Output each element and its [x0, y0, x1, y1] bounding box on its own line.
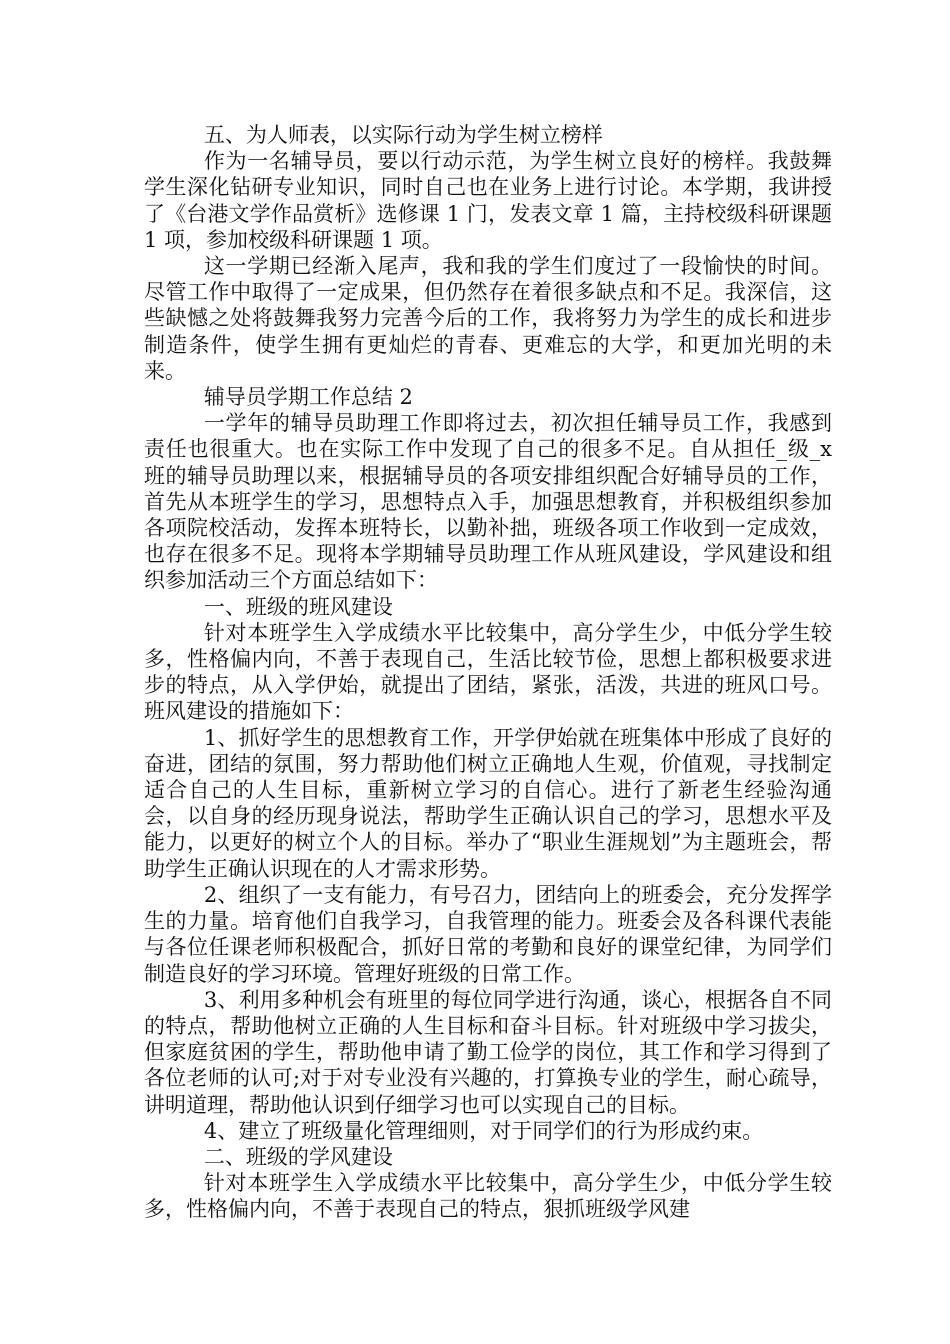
paragraph-class-style: 针对本班学生入学成绩水平比较集中，高分学生少，中低分学生较多，性格偏内向，不善于表现自己，生活比较节俭，思想上都积极要求进步的特点，从入学伊始，就提出了团结，紧张，活泼，共进的班风口号。班风建设的措施如下： [144, 620, 832, 724]
paragraph-semester-end: 这一学期已经渐入尾声，我和我的学生们度过了一段愉快的时间。尽管工作中取得了一定成果，但仍然存在着很多缺点和不足。我深信，这些缺憾之处将鼓舞我努力完善今后的工作，我将努力为学生的成长和进步制造条件，使学生拥有更灿烂的青春、更难忘的大学，和更加光明的未来。 [144, 254, 832, 383]
section-heading-study-style: 二、班级的学风建设 [203, 1144, 393, 1169]
section-heading-5: 五、为人师表，以实际行动为学生树立榜样 [203, 123, 603, 147]
paragraph-item-3: 3、利用多种机会有班里的每位同学进行沟通，谈心，根据各自不同的特点，帮助他树立正确的人生目标和奋斗目标。针对班级中学习拔尖，但家庭贫困的学生，帮助他申请了勤工俭学的岗位，其工作和学习得到了各位老师的认可;对于对专业没有兴趣的，打算换专业的学生，耐心疏导，讲明道理，帮助他认识到仔细学习也可以实现自己的目标。 [144, 987, 832, 1117]
paragraph-item-4: 4、建立了班级量化管理细则，对于同学们的行为形成约束。 [203, 1118, 764, 1143]
document-subtitle-summary-2: 辅导员学期工作总结 2 [203, 385, 413, 410]
paragraph-intro-assistant: 一学年的辅导员助理工作即将过去，初次担任辅导员工作，我感到责任也很重大。也在实际工作中发现了自己的很多不足。自从担任_级_x 班的辅导员助理以来，根据辅导员的各项安排组织配合好辅导员的工作，首先从本班学生的学习，思想特点入手，加强思想教育，并积极组织参加各项院校活动，发挥本班特长，以勤补拙，班级各项工作收到一定成效，也存在很多不足。现将本学期辅导员助理工作从班风建设，学风建设和组织参加活动三个方面总结如下： [144, 411, 832, 593]
paragraph-item-1: 1、抓好学生的思想教育工作，开学伊始就在班集体中形成了良好的奋进，团结的氛围，努力帮助他们树立正确地人生观，价值观，寻找制定适合自己的人生目标，重新树立学习的自信心。进行了新老生经验沟通会，以自身的经历现身说法，帮助学生正确认识自己的学习，思想水平及能力，以更好的树立个人的目标。举办了“职业生涯规划”为主题班会，帮助学生正确认识现在的人才需求形势。 [144, 725, 832, 881]
paragraph-study-style: 针对本班学生入学成绩水平比较集中，高分学生少，中低分学生较多，性格偏内向，不善于表现自己的特点，狠抓班级学风建 [144, 1171, 832, 1222]
section-heading-class-style: 一、班级的班风建设 [203, 594, 393, 619]
document-page [144, 122, 832, 1223]
paragraph-role-model: 作为一名辅导员，要以行动示范，为学生树立良好的榜样。我鼓舞学生深化钻研专业知识，同时自己也在业务上进行讨论。本学期，我讲授了《台港文学作品赏析》选修课 1 门，发表文章 1 篇，主持校级科研课题 1 项，参加校级科研课题 1 项。 [144, 149, 832, 252]
paragraph-item-2: 2、组织了一支有能力，有号召力，团结向上的班委会，充分发挥学生的力量。培育他们自我学习，自我管理的能力。班委会及各科课代表能与各位任课老师积极配合，抓好日常的考勤和良好的课堂纪律，为同学们制造良好的学习环境。管理好班级的日常工作。 [144, 882, 832, 986]
